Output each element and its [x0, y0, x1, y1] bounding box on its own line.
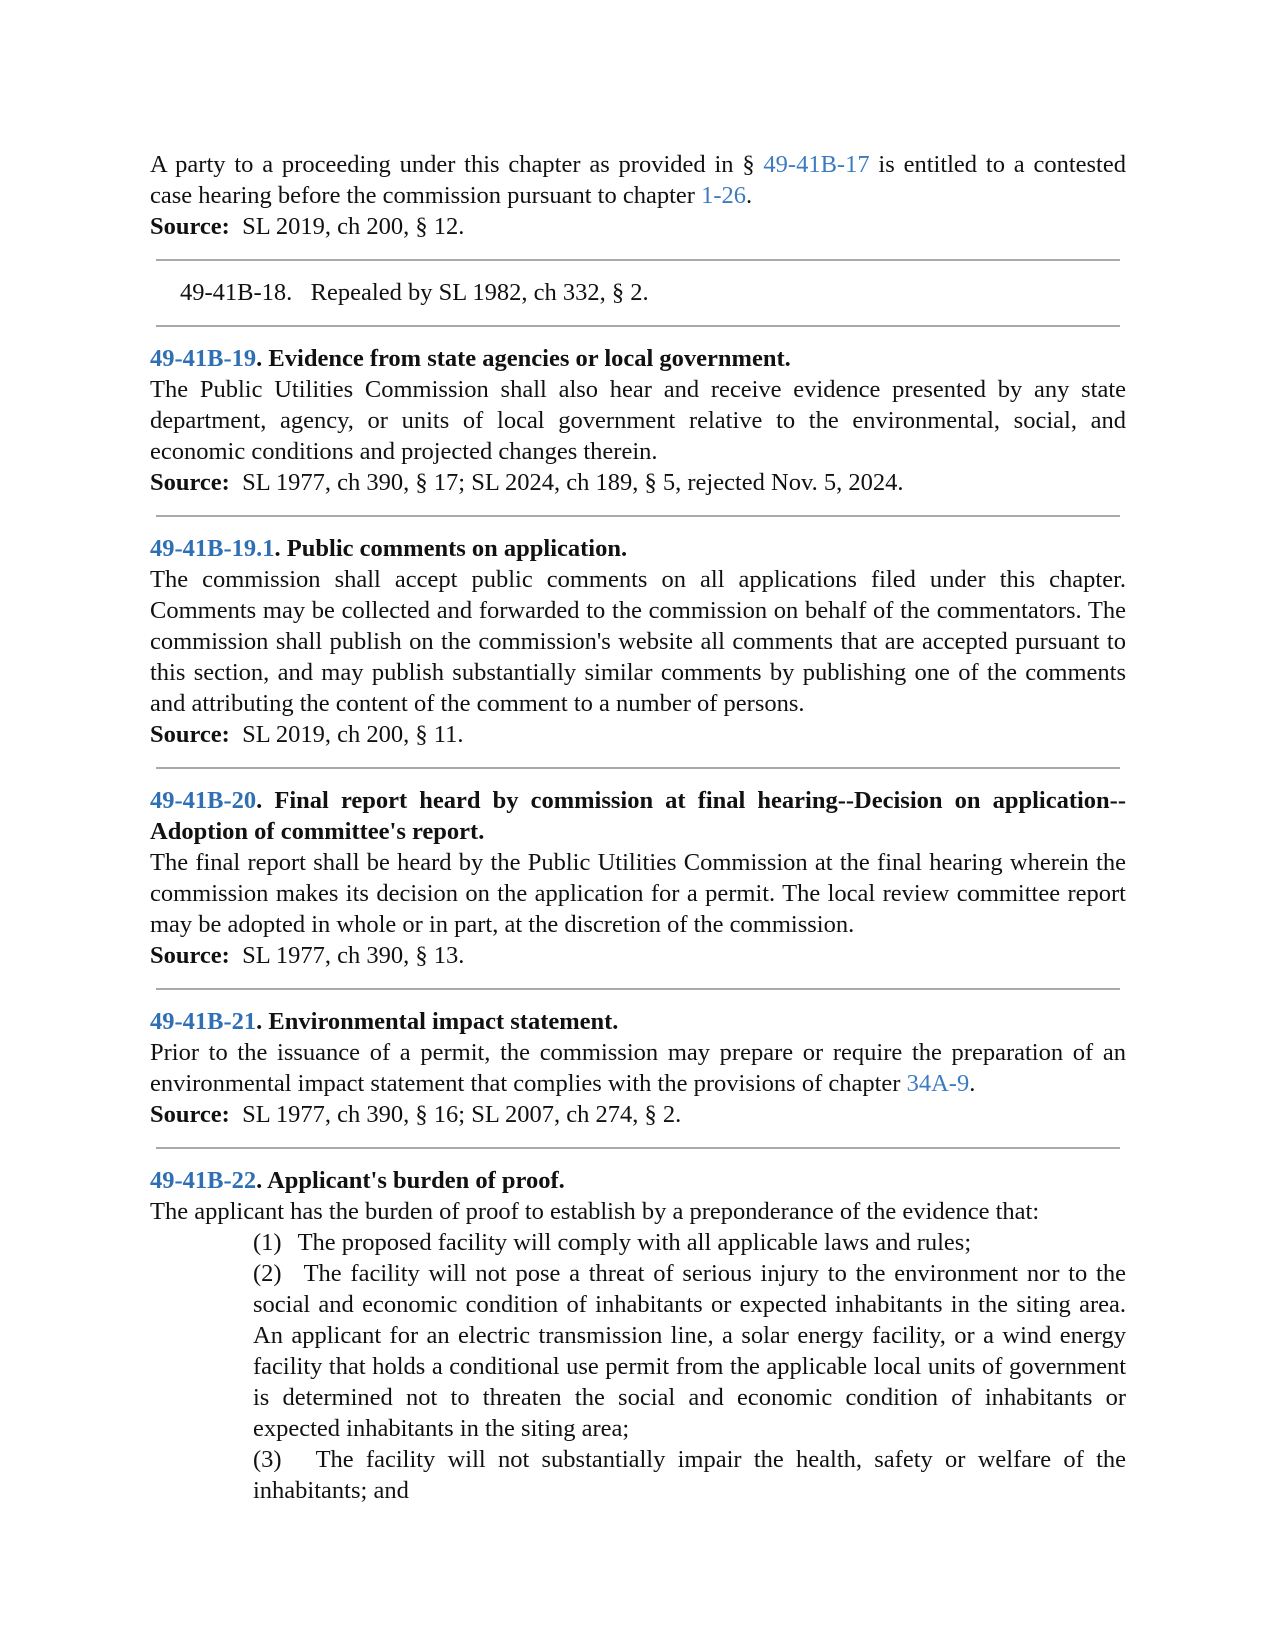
intro-text: . — [745, 182, 753, 209]
repealed-section — [150, 277, 1126, 308]
intro-source — [150, 211, 1126, 242]
section-divider — [156, 325, 1120, 327]
source-label: Source: — [150, 213, 230, 240]
list-item-text: The proposed facility will comply with all applicable laws and rules; — [297, 1229, 972, 1256]
section-title: . Environmental impact statement. — [256, 1008, 619, 1035]
section-heading — [150, 533, 1126, 564]
repealed-number: 49-41B-18. — [180, 279, 293, 306]
section-divider — [156, 259, 1120, 261]
section-divider — [156, 1147, 1120, 1149]
section-source — [150, 1099, 1126, 1130]
section-link-49-41B-19-1[interactable]: 49-41B-19.1 — [150, 535, 275, 562]
source-label: Source: — [150, 469, 230, 496]
source-citation: SL 1977, ch 390, § 17; SL 2024, ch 189, § 5, rejected Nov. 5, 2024. — [229, 469, 904, 496]
list-item — [253, 1227, 1126, 1258]
section-heading — [150, 1006, 1126, 1037]
repealed-text: Repealed by SL 1982, ch 332, § 2. — [292, 279, 649, 306]
source-citation: SL 1977, ch 390, § 16; SL 2007, ch 274, § 2. — [229, 1101, 682, 1128]
section-link-49-41B-19[interactable]: 49-41B-19 — [150, 345, 257, 372]
source-label: Source: — [150, 942, 230, 969]
section-source — [150, 940, 1126, 971]
section-divider — [156, 988, 1120, 990]
link-chapter-34A-9[interactable]: 34A-9 — [906, 1070, 970, 1097]
section-body: The final report shall be heard by the Public Utilities Commission at the final hearing wherein the commission makes its decision on the application for a permit. The local review committee report may be adopted in whole or in part, at the discretion of the commission. — [150, 849, 1126, 938]
section-title: . Applicant's burden of proof. — [256, 1167, 565, 1194]
section-heading — [150, 1165, 1126, 1196]
source-citation: SL 2019, ch 200, § 12. — [229, 213, 465, 240]
section-divider — [156, 767, 1120, 769]
section-title: . Evidence from state agencies or local government. — [256, 345, 791, 372]
list-item-number: (3) — [253, 1446, 282, 1473]
section-heading — [150, 785, 1126, 847]
link-chapter-1-26[interactable]: 1-26 — [701, 182, 746, 209]
source-label: Source: — [150, 721, 230, 748]
statute-content — [150, 149, 1126, 1506]
list-item-number: (1) — [253, 1229, 282, 1256]
section-link-49-41B-22[interactable]: 49-41B-22 — [150, 1167, 257, 1194]
list-item-number: (2) — [253, 1260, 282, 1287]
section-body: The Public Utilities Commission shall also hear and receive evidence presented by any state department, agency, or units of local government relative to the environmental, social, and economic conditions and projected changes therein. — [150, 376, 1126, 465]
section-link-49-41B-21[interactable]: 49-41B-21 — [150, 1008, 257, 1035]
intro-text: is entitled to a contested case hearing before the commission pursuant to chapter — [150, 151, 1126, 209]
source-label: Source: — [150, 1101, 230, 1128]
section-body-text: . — [969, 1070, 976, 1097]
section-divider — [156, 515, 1120, 517]
list-item — [253, 1444, 1126, 1506]
section-body — [150, 1037, 1126, 1099]
list-item-text: The facility will not substantially impair the health, safety or welfare of the inhabitants; and — [253, 1446, 1126, 1504]
section-source — [150, 467, 1126, 498]
section-source — [150, 719, 1126, 750]
section-body: The applicant has the burden of proof to establish by a preponderance of the evidence that: — [150, 1198, 1040, 1225]
section-body: The commission shall accept public comments on all applications filed under this chapter. Comments may be collected and forwarded to the commission on behalf of the commentators. The commission shall publish on the commission's website all comments that are accepted pursuant to this section, and may publish substantially similar comments by publishing one of the comments and attributing the content of the comment to a number of persons. — [150, 566, 1126, 717]
intro-text: A party to a proceeding under this chapter as provided in § — [150, 151, 764, 178]
section-body-text: Prior to the issuance of a permit, the commission may prepare or require the preparation of an environmental impact statement that complies with the provisions of chapter — [150, 1039, 1126, 1097]
list-item-text: The facility will not pose a threat of serious injury to the environment nor to the social and economic condition of inhabitants or expected inhabitants in the siting area. An applicant for an electric transmission line, a solar energy facility, or a wind energy facility that holds a conditional use permit from the applicable local units of government is determined not to threaten the social and economic condition of inhabitants or expected inhabitants in the siting area; — [253, 1260, 1126, 1442]
link-49-41B-17[interactable]: 49-41B-17 — [763, 151, 870, 178]
section-title: . Public comments on application. — [274, 535, 628, 562]
section-link-49-41B-20[interactable]: 49-41B-20 — [150, 787, 257, 814]
section-heading — [150, 343, 1126, 374]
section-title: . Final report heard by commission at final hearing--Decision on application--Adoption of committee's report. — [150, 787, 1126, 845]
intro-paragraph — [150, 149, 1126, 211]
source-citation: SL 1977, ch 390, § 13. — [229, 942, 465, 969]
source-citation: SL 2019, ch 200, § 11. — [229, 721, 464, 748]
list-item — [253, 1258, 1126, 1444]
